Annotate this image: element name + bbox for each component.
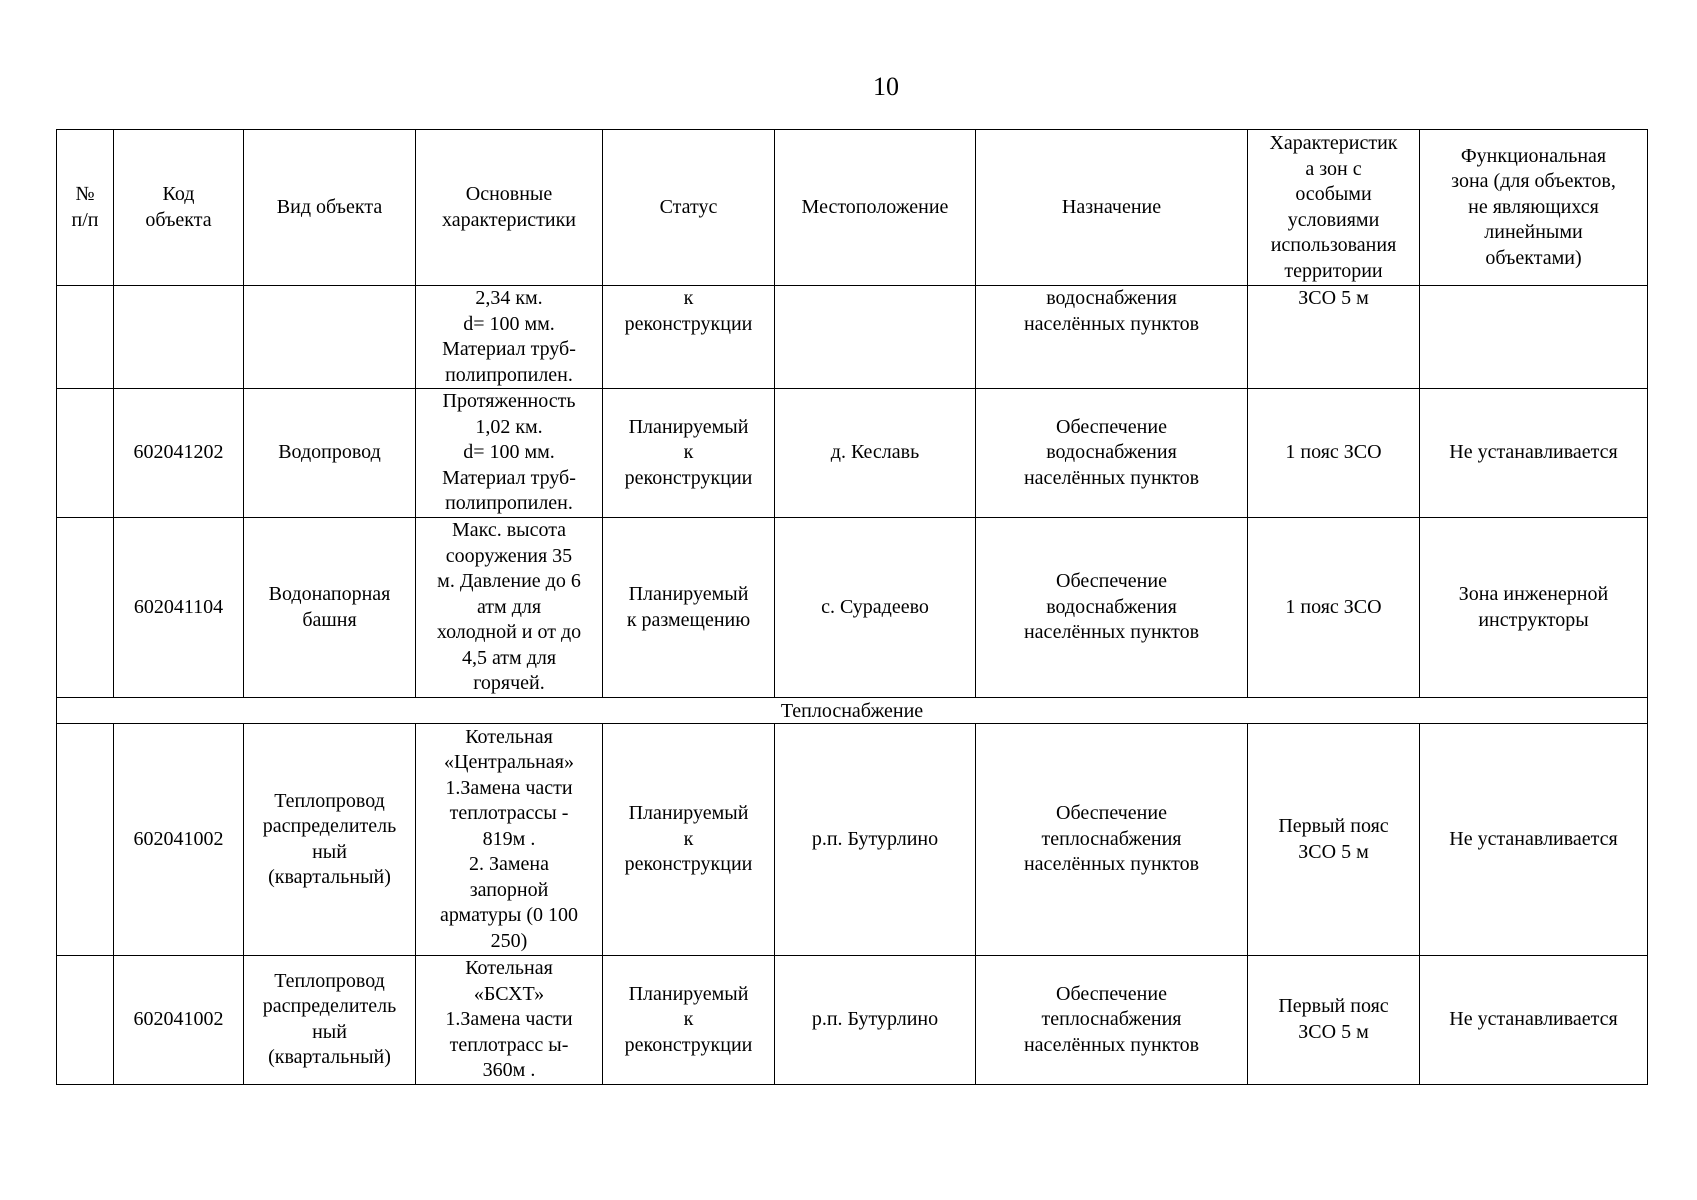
- cell-num: [57, 724, 114, 956]
- cell-num: [57, 956, 114, 1085]
- section-row: [57, 698, 1648, 724]
- cell-purpose: водоснабжения населённых пунктов: [976, 286, 1248, 389]
- header-location: Местоположение: [775, 130, 976, 286]
- cell-location: д. Кеславь: [775, 389, 976, 518]
- header-status: Статус: [603, 130, 775, 286]
- cell-characteristics: Котельная «Центральная» 1.Замена части теплотрассы - 819м . 2. Замена запорной арматуры (0 100 250): [416, 724, 603, 956]
- cell-code: 602041002: [114, 956, 244, 1085]
- cell-location: с. Сурадеево: [775, 518, 976, 698]
- header-num: № п/п: [57, 130, 114, 286]
- page-number: 10: [873, 72, 899, 101]
- table-row: [57, 389, 1648, 518]
- header-type: Вид объекта: [244, 130, 416, 286]
- table-header-row: [57, 130, 1648, 286]
- cell-characteristics: 2,34 км. d= 100 мм. Материал труб- полипропилен.: [416, 286, 603, 389]
- cell-type: [244, 286, 416, 389]
- header-code: Код объекта: [114, 130, 244, 286]
- section-title: Теплоснабжение: [57, 698, 1648, 724]
- cell-functional-zone: Не устанавливается: [1420, 724, 1648, 956]
- cell-code: 602041104: [114, 518, 244, 698]
- table-row: [57, 286, 1648, 389]
- cell-purpose: Обеспечение теплоснабжения населённых пунктов: [976, 724, 1248, 956]
- cell-location: р.п. Бутурлино: [775, 956, 976, 1085]
- cell-location: [775, 286, 976, 389]
- table-row: [57, 724, 1648, 956]
- objects-table: [56, 129, 1648, 1085]
- cell-characteristics: Макс. высота сооружения 35 м. Давление до 6 атм для холодной и от до 4,5 атм для горячей.: [416, 518, 603, 698]
- cell-code: 602041002: [114, 724, 244, 956]
- cell-zone-chars: Первый пояс ЗСО 5 м: [1248, 724, 1420, 956]
- cell-zone-chars: 1 пояс ЗСО: [1248, 518, 1420, 698]
- cell-location: р.п. Бутурлино: [775, 724, 976, 956]
- cell-status: Планируемый к реконструкции: [603, 389, 775, 518]
- cell-status: к реконструкции: [603, 286, 775, 389]
- cell-purpose: Обеспечение теплоснабжения населённых пунктов: [976, 956, 1248, 1085]
- cell-type: Теплопровод распределитель ный (квартальный): [244, 724, 416, 956]
- cell-status: Планируемый к реконструкции: [603, 956, 775, 1085]
- header-functional-zone: Функциональная зона (для объектов, не являющихся линейными объектами): [1420, 130, 1648, 286]
- cell-code: 602041202: [114, 389, 244, 518]
- cell-type: Водонапорная башня: [244, 518, 416, 698]
- cell-functional-zone: [1420, 286, 1648, 389]
- cell-zone-chars: ЗСО 5 м: [1248, 286, 1420, 389]
- header-zone-chars: Характеристик а зон с особыми условиями использования территории: [1248, 130, 1420, 286]
- cell-num: [57, 518, 114, 698]
- cell-characteristics: Протяженность 1,02 км. d= 100 мм. Материал труб- полипропилен.: [416, 389, 603, 518]
- cell-type: Водопровод: [244, 389, 416, 518]
- cell-zone-chars: 1 пояс ЗСО: [1248, 389, 1420, 518]
- cell-num: [57, 286, 114, 389]
- cell-purpose: Обеспечение водоснабжения населённых пунктов: [976, 518, 1248, 698]
- cell-zone-chars: Первый пояс ЗСО 5 м: [1248, 956, 1420, 1085]
- header-characteristics: Основные характеристики: [416, 130, 603, 286]
- cell-status: Планируемый к реконструкции: [603, 724, 775, 956]
- cell-purpose: Обеспечение водоснабжения населённых пунктов: [976, 389, 1248, 518]
- header-purpose: Назначение: [976, 130, 1248, 286]
- table-row: [57, 518, 1648, 698]
- cell-num: [57, 389, 114, 518]
- cell-status: Планируемый к размещению: [603, 518, 775, 698]
- cell-characteristics: Котельная «БСХТ» 1.Замена части теплотрасс ы- 360м .: [416, 956, 603, 1085]
- cell-type: Теплопровод распределитель ный (квартальный): [244, 956, 416, 1085]
- cell-code: [114, 286, 244, 389]
- cell-functional-zone: Не устанавливается: [1420, 389, 1648, 518]
- cell-functional-zone: Зона инженерной инструкторы: [1420, 518, 1648, 698]
- table-row: [57, 956, 1648, 1085]
- cell-functional-zone: Не устанавливается: [1420, 956, 1648, 1085]
